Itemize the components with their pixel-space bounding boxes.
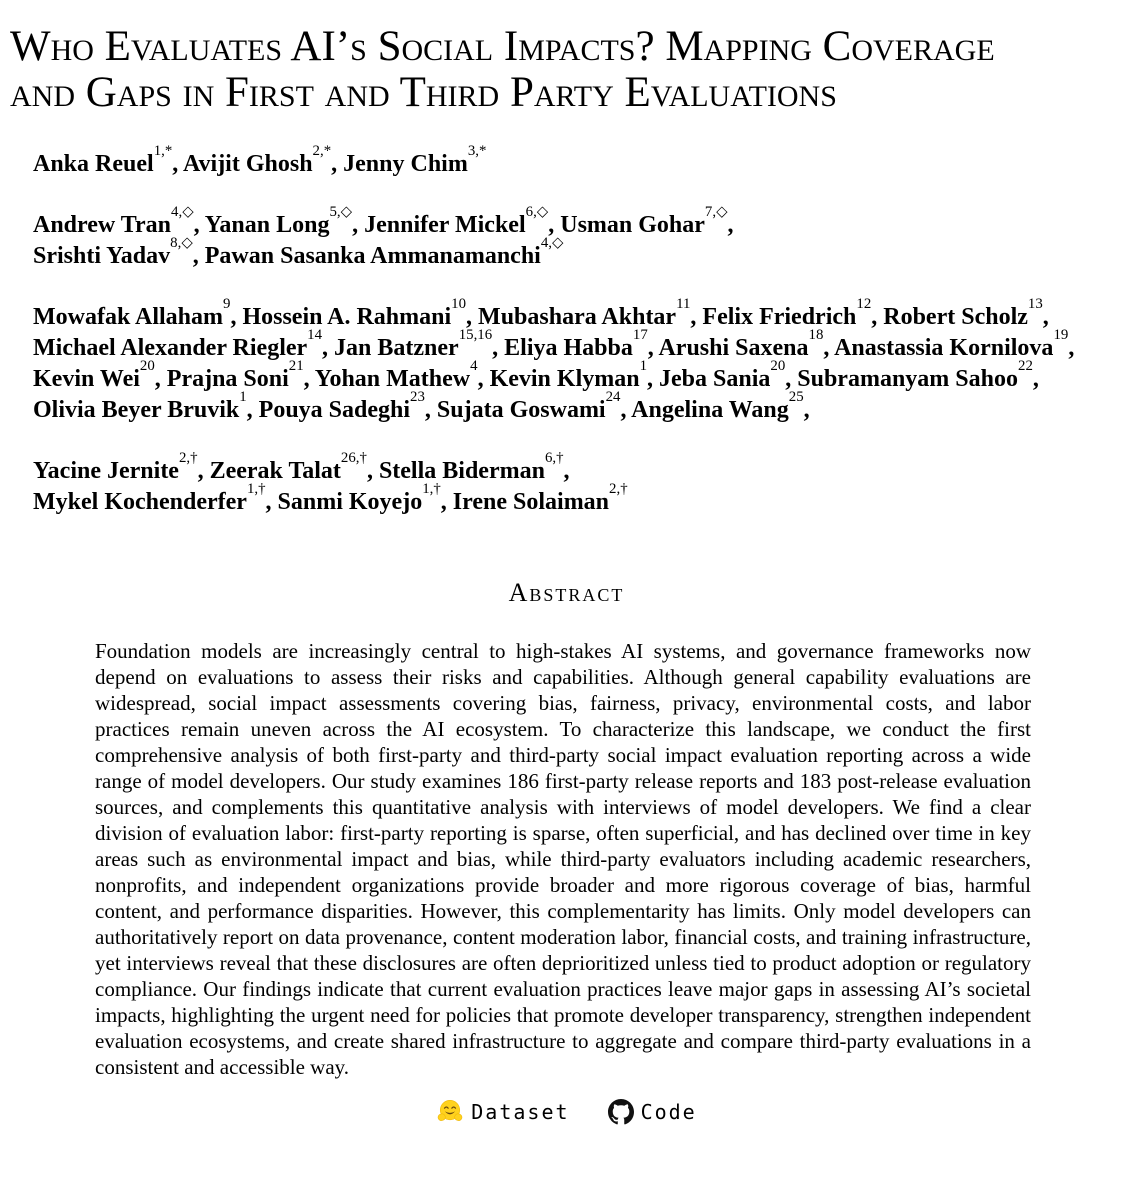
author-superscript: 9: [223, 296, 231, 313]
author-separator: ,: [366, 458, 379, 485]
author-name: Kevin Klyman: [489, 366, 640, 393]
author-superscript: 6,◇: [525, 204, 549, 221]
author-group: [33, 296, 1133, 426]
author-line: [33, 143, 1133, 180]
author-separator: ,: [424, 397, 437, 424]
author-separator: ,: [172, 151, 183, 178]
author-superscript: 3,*: [467, 143, 487, 160]
author-superscript: 20: [770, 358, 786, 375]
author-superscript: 23: [410, 389, 425, 406]
author-separator: ,: [492, 335, 505, 362]
author-name: Subramanyam Sahoo: [797, 366, 1018, 393]
author-separator: ,: [154, 366, 167, 393]
author-separator: ,: [246, 397, 259, 424]
author-separator: ,: [197, 458, 210, 485]
author-name: Kevin Wei: [33, 366, 140, 393]
author-name: Eliya Habba: [504, 335, 633, 362]
author-superscript: 4,◇: [171, 204, 194, 221]
author-superscript: 4: [470, 358, 478, 375]
author-superscript: 1,*: [153, 143, 173, 160]
author-name: Prajna Soni: [166, 366, 289, 393]
author-superscript: 19: [1053, 327, 1069, 344]
dataset-link-label: Dataset: [471, 1100, 570, 1125]
author-name: Jennifer Mickel: [364, 212, 526, 239]
author-name: Robert Scholz: [883, 304, 1028, 331]
author-separator: ,: [303, 366, 315, 393]
author-name: Jeba Sania: [659, 366, 771, 393]
author-superscript: 10: [451, 296, 467, 313]
author-superscript: 15,16: [458, 327, 493, 344]
author-separator: ,: [620, 397, 632, 424]
author-separator: ,: [1042, 304, 1049, 331]
author-line: [33, 389, 1133, 426]
author-name: Zeerak Talat: [209, 458, 341, 485]
author-line: [33, 450, 1133, 487]
author-group: [33, 204, 1133, 272]
author-superscript: 24: [605, 389, 621, 406]
author-superscript: 17: [632, 327, 648, 344]
author-superscript: 2,*: [312, 143, 332, 160]
author-line: [33, 204, 1133, 241]
author-name: Irene Solaiman: [452, 489, 610, 516]
author-name: Stella Biderman: [378, 458, 545, 485]
author-separator: ,: [331, 151, 344, 178]
dataset-link[interactable]: [436, 1098, 569, 1126]
author-separator: ,: [823, 335, 835, 362]
author-superscript: 22: [1018, 358, 1033, 375]
author-separator: ,: [1068, 335, 1075, 362]
author-superscript: 6,†: [544, 450, 564, 467]
author-name: Usman Gohar: [560, 212, 705, 239]
author-name: Angelina Wang: [631, 397, 789, 424]
abstract-text: Foundation models are increasingly central to high-stakes AI systems, and governance frameworks now depend on evaluations to assess their risks and capabilities. Although general capability evaluations are widespread, social impact assessments covering bias, fairness, privacy, environmental costs, and labor practices remain uneven across the AI ecosystem. To characterize this landscape, we conduct the first comprehensive analysis of both first-party and third-party social impact evaluation reporting across a wide range of model developers. Our study examines 186 first-party release reports and 183 post-release evaluation sources, and complements this quantitative analysis with interviews of model developers. We find a clear division of evaluation labor: first-party reporting is sparse, often superficial, and has declined over time in key areas such as environmental impact and bias, while third-party evaluators including academic researchers, nonprofits, and independent organizations provide broader and more rigorous coverage of bias, harmful content, and performance disparities. However, this complementarity has limits. Only model developers can authoritatively report on data provenance, content moderation labor, financial costs, and training infrastructure, yet interviews reveal that these disclosures are often deprioritized unless tied to product adoption or regulatory compliance. Our findings indicate that current evaluation practices leave major gaps in assessing AI’s societal impacts, highlighting the urgent need for policies that promote developer transparency, strengthen independent evaluation ecosystems, and create shared infrastructure to aggregate and compare third-party evaluations in a consistent and accessible way.: [95, 639, 1031, 1080]
author-separator: ,: [192, 243, 205, 270]
author-separator: ,: [647, 335, 659, 362]
author-superscript: 4,◇: [540, 235, 564, 252]
author-name: Felix Friedrich: [702, 304, 857, 331]
author-name: Yacine Jernite: [33, 458, 179, 485]
author-group: [33, 143, 1133, 180]
abstract-heading: Abstract: [508, 578, 625, 608]
author-separator: ,: [647, 366, 660, 393]
author-name: Yanan Long: [204, 212, 330, 239]
author-superscript: 20: [139, 358, 155, 375]
author-superscript: 18: [808, 327, 824, 344]
author-separator: ,: [548, 212, 561, 239]
author-separator: ,: [230, 304, 243, 331]
author-name: Mykel Kochenderfer: [33, 489, 247, 516]
paper-title-line2: and Gaps in First and Third Party Evaluations: [10, 68, 837, 116]
author-separator: ,: [563, 458, 570, 485]
author-superscript: 1,†: [422, 481, 441, 498]
author-superscript: 11: [676, 296, 691, 313]
author-separator: ,: [477, 366, 490, 393]
paper-title-line1: Who Evaluates AI’s Social Impacts? Mapping Coverage: [10, 23, 995, 70]
paper-title: [10, 0, 1125, 115]
author-separator: ,: [871, 304, 884, 331]
author-separator: ,: [352, 212, 365, 239]
author-name: Jenny Chim: [343, 151, 468, 178]
author-line: [33, 358, 1133, 395]
author-name: Mubashara Akhtar: [478, 304, 677, 331]
author-superscript: 1: [639, 358, 648, 375]
author-superscript: 7,◇: [704, 204, 728, 221]
author-superscript: 5,◇: [329, 204, 353, 221]
author-name: Mowafak Allaham: [33, 304, 224, 331]
author-line: [33, 296, 1133, 333]
author-superscript: 1,†: [246, 481, 266, 498]
author-name: Anka Reuel: [33, 151, 154, 178]
author-superscript: 13: [1027, 296, 1043, 313]
author-group: [33, 450, 1133, 518]
author-line: [33, 327, 1133, 364]
author-separator: ,: [440, 489, 453, 516]
author-name: Andrew Tran: [33, 212, 172, 239]
author-separator: ,: [785, 366, 798, 393]
author-name: Avijit Ghosh: [182, 151, 313, 178]
author-groups: [33, 143, 1133, 518]
author-line: [33, 481, 1133, 518]
author-separator: ,: [322, 335, 335, 362]
author-separator: ,: [803, 397, 810, 424]
huggingface-icon: [436, 1098, 464, 1126]
author-superscript: 21: [288, 358, 304, 375]
author-separator: ,: [193, 212, 205, 239]
author-superscript: 2,†: [178, 450, 198, 467]
author-name: Olivia Beyer Bruvik: [33, 397, 240, 424]
author-superscript: 12: [856, 296, 872, 313]
author-name: Jan Batzner: [334, 335, 459, 362]
footer-links: [0, 1098, 1133, 1126]
author-name: Yohan Mathew: [314, 366, 471, 393]
author-separator: ,: [727, 212, 734, 239]
code-link-label: Code: [640, 1100, 697, 1125]
author-name: Michael Alexander Riegler: [33, 335, 308, 362]
author-name: Arushi Saxena: [658, 335, 809, 362]
author-name: Pawan Sasanka Ammanamanchi: [204, 243, 541, 270]
author-separator: ,: [690, 304, 703, 331]
author-name: Sanmi Koyejo: [277, 489, 423, 516]
author-superscript: 25: [788, 389, 804, 406]
author-superscript: 8,◇: [170, 235, 193, 252]
author-name: Sujata Goswami: [436, 397, 606, 424]
author-separator: ,: [466, 304, 479, 331]
author-superscript: 1: [239, 389, 247, 406]
author-superscript: 2,†: [609, 481, 628, 498]
github-icon: [608, 1099, 634, 1125]
author-name: Hossein A. Rahmani: [242, 304, 452, 331]
author-name: Srishti Yadav: [33, 243, 171, 270]
author-name: Anastassia Kornilova: [834, 335, 1054, 362]
author-superscript: 26,†: [340, 450, 367, 467]
author-separator: ,: [1032, 366, 1039, 393]
author-separator: ,: [265, 489, 278, 516]
author-line: [33, 235, 1133, 272]
author-superscript: 14: [307, 327, 323, 344]
code-link[interactable]: [608, 1099, 697, 1125]
author-name: Pouya Sadeghi: [258, 397, 411, 424]
